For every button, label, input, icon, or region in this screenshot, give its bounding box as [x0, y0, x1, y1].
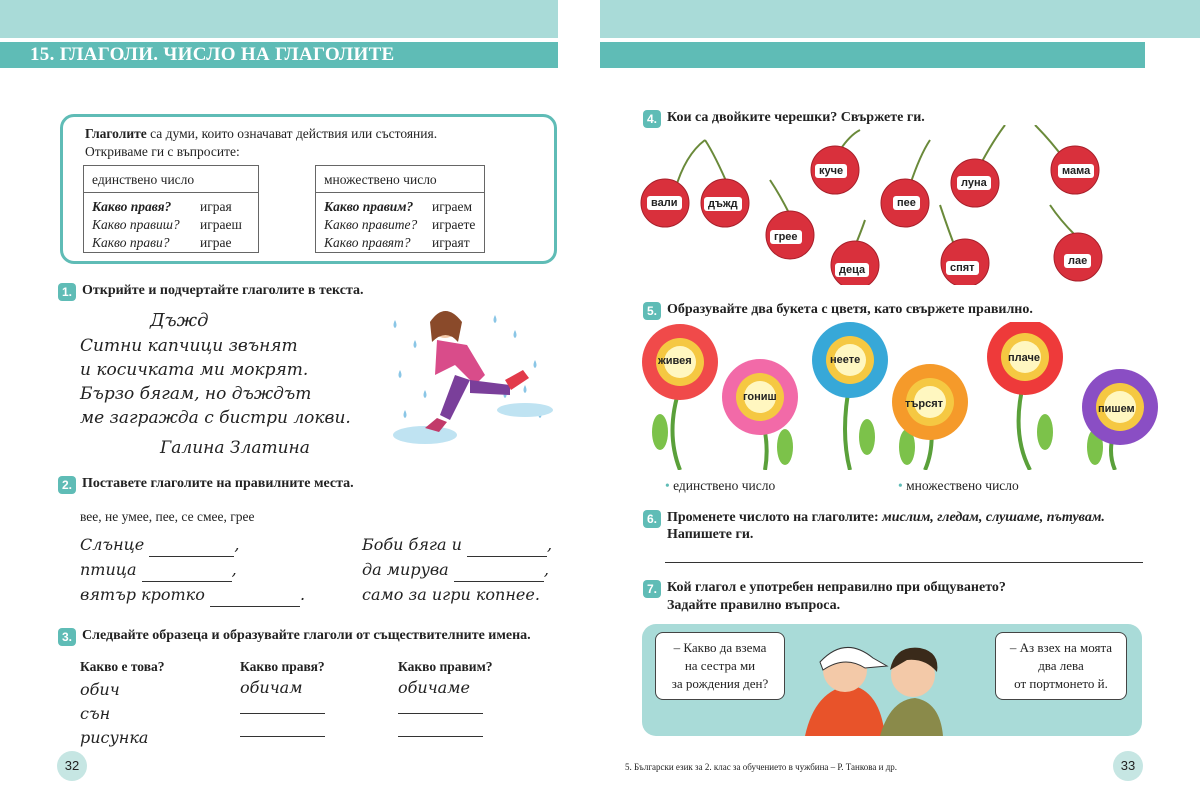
answer-line[interactable]: [240, 713, 325, 714]
plural-rows: [324, 198, 476, 252]
a4: играем: [432, 199, 473, 214]
task-5: [643, 302, 1033, 320]
fill-prompt: да мирува: [362, 560, 449, 579]
task-text: Променете числото на глаголите:: [667, 510, 879, 525]
legend-text: множествено число: [906, 478, 1019, 493]
answer-line[interactable]: [398, 736, 483, 737]
poem-line: ме заграждa с бистри локви.: [80, 408, 351, 428]
fill-prompt: само за игри копнее.: [362, 585, 540, 604]
fill-prompt: вятър кротко: [80, 585, 205, 604]
rule-box: [60, 114, 557, 264]
poem-title: Дъжд: [150, 310, 209, 331]
flower-label[interactable]: плаче: [1008, 352, 1040, 364]
task-7: [643, 580, 1006, 598]
a2: играеш: [200, 217, 242, 232]
cherry-label[interactable]: спят: [946, 261, 979, 275]
task-number: 5.: [643, 302, 661, 320]
answer-line[interactable]: [665, 562, 1143, 563]
poem-author: Галина Златина: [160, 438, 310, 458]
cherry-label[interactable]: лае: [1064, 254, 1091, 268]
task-3: [58, 628, 531, 646]
poem-line: Ситни капчици звънят: [80, 336, 298, 356]
flower-label[interactable]: живея: [658, 355, 692, 367]
punct: .: [299, 585, 306, 604]
singular-rows: [92, 198, 242, 252]
fill-prompt: Боби бяга и: [362, 535, 462, 554]
fill-prompt: Слънце: [80, 535, 145, 554]
a5: играете: [432, 217, 476, 232]
legend-text: единствено число: [673, 478, 776, 493]
a3: играе: [200, 235, 232, 250]
flower-label[interactable]: неете: [830, 354, 861, 366]
task-text: Кой глагол е употребен неправилно при общуването?: [667, 580, 1006, 595]
bubble-line: – Аз взех на моята: [1009, 640, 1113, 655]
task-number: 1.: [58, 283, 76, 301]
q6: Какво правят?: [324, 235, 411, 250]
col-header: Какво е това?: [80, 659, 165, 674]
fill-prompt: птица: [80, 560, 137, 579]
task-number: 7.: [643, 580, 661, 598]
legend-singular: • единствено число: [665, 478, 776, 493]
task-1: [58, 283, 364, 301]
speech-bubble-right: [995, 632, 1127, 700]
singular-title: единствено число: [92, 172, 195, 187]
bubble-line: от портмонето й.: [1014, 676, 1108, 691]
title-bar-right: [600, 42, 1145, 68]
cherry-label[interactable]: дъжд: [704, 197, 742, 211]
task-text: Образувайте два букета с цветя, като свържете правилно.: [667, 302, 1033, 317]
rule-keyword: Глаголите: [85, 126, 147, 141]
boys-illustration: [795, 630, 945, 736]
q5: Какво правите?: [324, 217, 418, 232]
task-text: Следвайте образеца и образувайте глаголи от съществителните имена.: [82, 628, 531, 643]
example-verb-plural: обичаме: [398, 678, 470, 697]
speech-bubble-left: [655, 632, 785, 700]
poem-line: Бързо бягам, но дъждът: [80, 384, 312, 404]
page-number-left: 32: [57, 751, 87, 781]
page-title: 15. ГЛАГОЛИ. ЧИСЛО НА ГЛАГОЛИТЕ: [30, 44, 395, 65]
top-band-right: [600, 0, 1200, 38]
punct: ,: [543, 560, 549, 579]
plural-title: множествено число: [324, 172, 437, 187]
punct: ,: [234, 535, 240, 554]
answer-line[interactable]: [240, 736, 325, 737]
q1: Какво правя?: [92, 199, 172, 214]
cherry-label[interactable]: луна: [957, 176, 991, 190]
task-text-2: Задайте правилно въпроса.: [667, 598, 841, 613]
cherry-label[interactable]: мама: [1058, 164, 1094, 178]
col-header: Какво правим?: [398, 659, 493, 674]
task-text-2: Напишете ги.: [667, 527, 754, 542]
task-number: 4.: [643, 110, 661, 128]
task-6: [643, 510, 1105, 528]
example-verb: обичам: [240, 678, 303, 697]
noun: рисунка: [80, 728, 149, 747]
cherry-label[interactable]: деца: [835, 263, 869, 277]
task-text: Кои са двойките черешки? Свържете ги.: [667, 110, 925, 125]
a6: играят: [432, 235, 470, 250]
legend-plural: • множествено число: [898, 478, 1019, 493]
task-number: 6.: [643, 510, 661, 528]
fill-left: [80, 532, 305, 607]
title-bar: [0, 42, 558, 68]
bubble-line: на сестра ми: [684, 658, 756, 673]
bubble-line: за рождения ден?: [671, 676, 769, 691]
cherry-label[interactable]: куче: [815, 164, 847, 178]
punct: ,: [231, 560, 237, 579]
noun: сън: [80, 704, 111, 723]
top-band-left: [0, 0, 558, 38]
task-number: 2.: [58, 476, 76, 494]
rule-definition: са думи, които означават действия или състояния.: [146, 126, 438, 141]
bubble-line: два лева: [1038, 658, 1084, 673]
a1: играя: [200, 199, 232, 214]
cherry-label[interactable]: грее: [770, 230, 802, 244]
punct: ,: [547, 535, 553, 554]
q4: Какво правим?: [324, 199, 414, 214]
poem-line: и косичката ми мокрят.: [80, 360, 309, 380]
answer-line[interactable]: [398, 713, 483, 714]
footer-credit: 5. Български език за 2. клас за обучението в чужбина – Р. Танкова и др.: [625, 762, 898, 772]
fill-right: [362, 532, 552, 607]
task-text: Поставете глаголите на правилните места.: [82, 476, 354, 491]
q2: Какво правиш?: [92, 217, 180, 232]
singular-table: [83, 165, 259, 253]
flower-label[interactable]: пишем: [1098, 403, 1135, 415]
nouns-col: [80, 678, 148, 750]
noun: обич: [80, 680, 120, 699]
plural-table: [315, 165, 485, 253]
page-number-right: 33: [1113, 751, 1143, 781]
q3: Какво прави?: [92, 235, 170, 250]
col-header: Какво правя?: [240, 659, 325, 674]
word-bank: вее, не умее, пее, се смее, грее: [80, 509, 255, 524]
task-2: [58, 476, 354, 494]
rule-text: [85, 126, 545, 142]
flower-label[interactable]: търсят: [905, 398, 944, 410]
poem: [80, 334, 351, 430]
rule-text-2: Откриваме ги с въпросите:: [85, 144, 240, 159]
task-verbs: мислим, гледам, слушаме, пътувам.: [882, 510, 1105, 525]
cherry-label[interactable]: пее: [893, 196, 920, 210]
flower-label[interactable]: гониш: [743, 391, 777, 403]
answer-line[interactable]: [210, 606, 300, 607]
cherry-label[interactable]: вали: [647, 196, 682, 210]
task-text: Открийте и подчертайте глаголите в текста.: [82, 283, 364, 298]
task-number: 3.: [58, 628, 76, 646]
rain-girl-illustration: [385, 300, 560, 450]
bubble-line: – Какво да взема: [673, 640, 767, 655]
flowers-illustration: [635, 322, 1165, 470]
